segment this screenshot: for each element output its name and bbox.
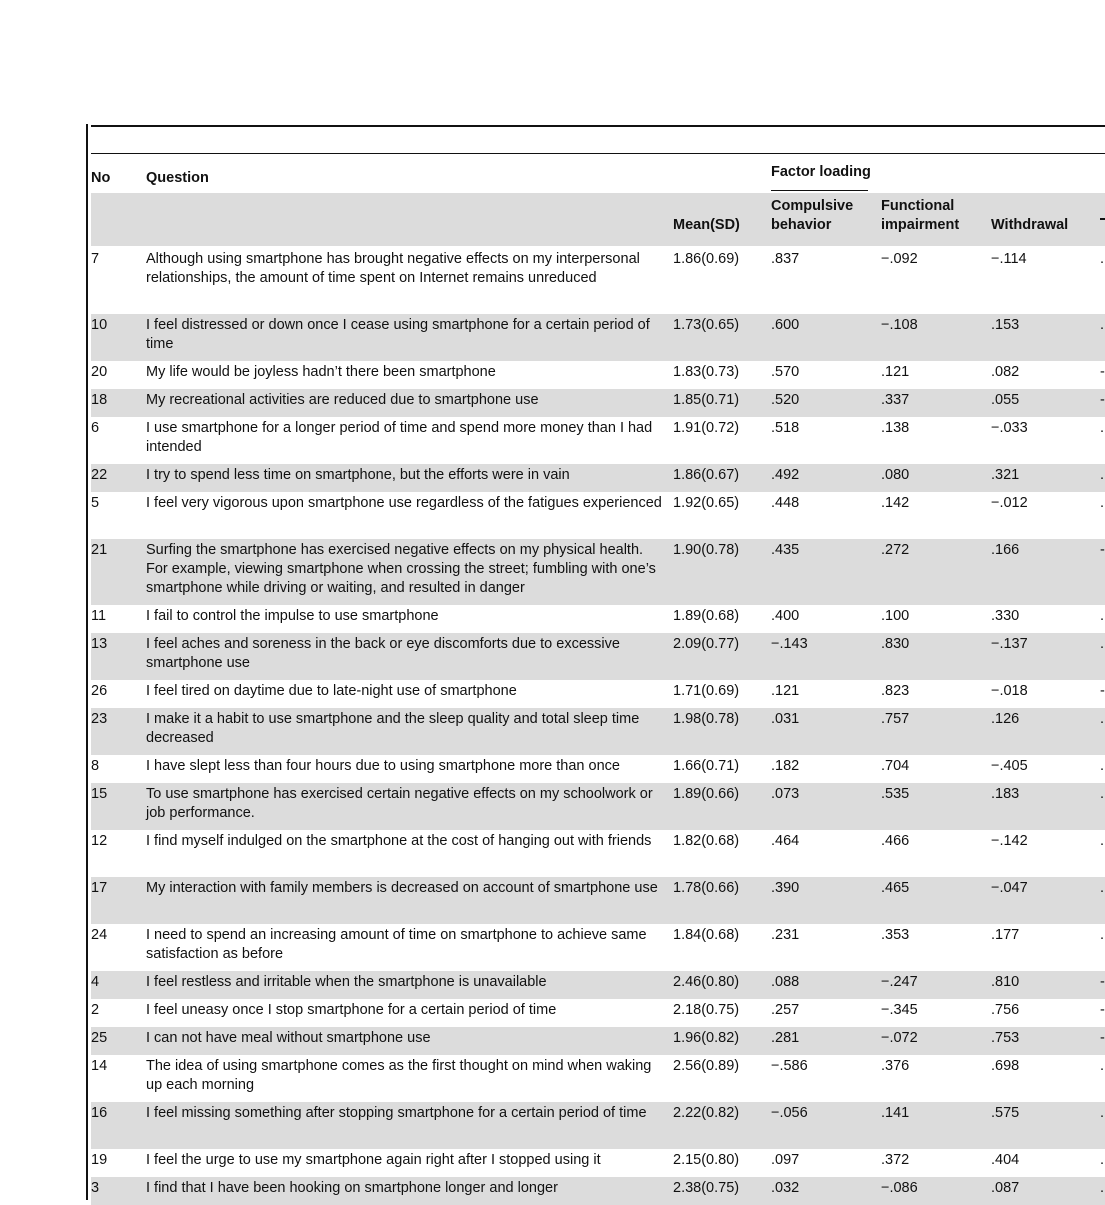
row-functional-impairment: .376 (881, 1058, 910, 1074)
row-no: 3 (91, 1180, 100, 1196)
row-truncated-column: . (1100, 1180, 1105, 1196)
row-withdrawal: .330 (991, 608, 1020, 624)
row-truncated-column: . (1100, 251, 1105, 267)
row-question: I feel very vigorous upon smartphone use regardless of the fatigues experienced (146, 495, 662, 511)
row-functional-impairment: .337 (881, 392, 910, 408)
table-top-rule (91, 125, 1105, 127)
row-functional-impairment: .830 (881, 636, 910, 652)
row-functional-impairment: .141 (881, 1105, 910, 1121)
header-functional-impairment: Functional impairment (881, 198, 960, 233)
row-mean-sd: 2.15(0.80) (673, 1152, 740, 1168)
row-functional-impairment: .757 (881, 711, 910, 727)
row-withdrawal: .753 (991, 1030, 1020, 1046)
header-no: No (91, 170, 111, 186)
row-mean-sd: 1.90(0.78) (673, 542, 740, 558)
row-mean-sd: 2.18(0.75) (673, 1002, 740, 1018)
row-mean-sd: 1.71(0.69) (673, 683, 740, 699)
row-question: I feel uneasy once I stop smartphone for a certain period of time (146, 1002, 557, 1018)
row-question: I feel the urge to use my smartphone again right after I stopped using it (146, 1152, 601, 1168)
row-no: 2 (91, 1002, 100, 1018)
row-mean-sd: 1.83(0.73) (673, 364, 740, 380)
table-row (91, 708, 1105, 755)
row-truncated-column: - (1100, 392, 1105, 408)
row-mean-sd: 2.38(0.75) (673, 1180, 740, 1196)
row-mean-sd: 1.96(0.82) (673, 1030, 740, 1046)
row-mean-sd: 2.46(0.80) (673, 974, 740, 990)
table-row (91, 417, 1105, 464)
row-mean-sd: 2.56(0.89) (673, 1058, 740, 1074)
row-no: 13 (91, 636, 108, 652)
row-question: Although using smartphone has brought negative effects on my interpersonal relationships, the amount of time spent on Internet remains unreduced (146, 251, 640, 286)
row-truncated-column: . (1100, 1152, 1105, 1168)
row-functional-impairment: .080 (881, 467, 910, 483)
header-compulsive-behavior: Compulsive behavior (771, 198, 854, 233)
row-no: 14 (91, 1058, 108, 1074)
row-truncated-column: . (1100, 636, 1105, 652)
row-no: 20 (91, 364, 108, 380)
row-compulsive-behavior: .032 (771, 1180, 800, 1196)
row-mean-sd: 1.89(0.66) (673, 786, 740, 802)
row-question: I use smartphone for a longer period of time and spend more money than I had intended (146, 420, 653, 455)
header-withdrawal: Withdrawal (991, 217, 1069, 233)
row-withdrawal: −.047 (991, 880, 1028, 896)
row-truncated-column: - (1100, 364, 1105, 380)
row-truncated-column: . (1100, 927, 1105, 943)
row-question: My recreational activities are reduced due to smartphone use (146, 392, 539, 408)
row-compulsive-behavior: .400 (771, 608, 800, 624)
row-withdrawal: −.405 (991, 758, 1028, 774)
row-compulsive-behavior: −.586 (771, 1058, 808, 1074)
row-compulsive-behavior: .097 (771, 1152, 800, 1168)
row-truncated-column: . (1100, 880, 1105, 896)
row-truncated-column: . (1100, 833, 1105, 849)
row-compulsive-behavior: .257 (771, 1002, 800, 1018)
row-withdrawal: −.137 (991, 636, 1028, 652)
row-compulsive-behavior: .448 (771, 495, 800, 511)
row-compulsive-behavior: .464 (771, 833, 800, 849)
row-withdrawal: .321 (991, 467, 1020, 483)
header-factor-loading: Factor loading (771, 164, 871, 180)
row-truncated-column: . (1100, 786, 1105, 802)
row-functional-impairment: .142 (881, 495, 910, 511)
table-row (91, 999, 1105, 1027)
row-no: 10 (91, 317, 108, 333)
header-question: Question (146, 170, 209, 186)
row-no: 25 (91, 1030, 108, 1046)
row-mean-sd: 2.22(0.82) (673, 1105, 740, 1121)
row-withdrawal: .126 (991, 711, 1020, 727)
row-compulsive-behavior: .088 (771, 974, 800, 990)
row-withdrawal: .810 (991, 974, 1020, 990)
table-row (91, 389, 1105, 417)
table-row (91, 1149, 1105, 1177)
row-no: 26 (91, 683, 108, 699)
row-compulsive-behavior: .121 (771, 683, 800, 699)
row-no: 11 (91, 608, 107, 624)
row-functional-impairment: .272 (881, 542, 910, 558)
row-withdrawal: −.018 (991, 683, 1028, 699)
row-question: My life would be joyless hadn’t there been smartphone (146, 364, 496, 380)
row-question: I feel aches and soreness in the back or eye discomforts due to excessive smartphone use (146, 636, 620, 671)
table-row (91, 1177, 1105, 1205)
row-no: 8 (91, 758, 100, 774)
row-question: I find that I have been hooking on smartphone longer and longer (146, 1180, 558, 1196)
row-question: I feel tired on daytime due to late-night use of smartphone (146, 683, 517, 699)
table-row (91, 1102, 1105, 1149)
row-mean-sd: 1.78(0.66) (673, 880, 740, 896)
row-question: I make it a habit to use smartphone and the sleep quality and total sleep time decreased (146, 711, 640, 746)
row-functional-impairment: −.247 (881, 974, 918, 990)
row-truncated-column: - (1100, 1002, 1105, 1018)
row-question: I need to spend an increasing amount of time on smartphone to achieve same satisfaction as before (146, 927, 647, 962)
row-withdrawal: .087 (991, 1180, 1020, 1196)
table-row (91, 633, 1105, 680)
row-question: I feel restless and irritable when the smartphone is unavailable (146, 974, 547, 990)
row-mean-sd: 1.66(0.71) (673, 758, 740, 774)
row-no: 18 (91, 392, 108, 408)
row-compulsive-behavior: .570 (771, 364, 800, 380)
row-functional-impairment: .138 (881, 420, 910, 436)
row-no: 16 (91, 1105, 108, 1121)
row-withdrawal: .756 (991, 1002, 1020, 1018)
factor-loading-underline (771, 190, 868, 191)
row-functional-impairment: .465 (881, 880, 910, 896)
row-question: I can not have meal without smartphone use (146, 1030, 431, 1046)
row-withdrawal: .177 (991, 927, 1020, 943)
row-mean-sd: 1.86(0.69) (673, 251, 740, 267)
row-mean-sd: 2.09(0.77) (673, 636, 740, 652)
row-functional-impairment: −.086 (881, 1180, 918, 1196)
row-functional-impairment: .353 (881, 927, 910, 943)
row-functional-impairment: .823 (881, 683, 910, 699)
row-mean-sd: 1.84(0.68) (673, 927, 740, 943)
row-mean-sd: 1.91(0.72) (673, 420, 740, 436)
row-withdrawal: .404 (991, 1152, 1020, 1168)
row-functional-impairment: .121 (881, 364, 910, 380)
row-no: 17 (91, 880, 108, 896)
row-truncated-column: - (1100, 683, 1105, 699)
row-compulsive-behavior: .435 (771, 542, 800, 558)
row-truncated-column: - (1100, 974, 1105, 990)
row-mean-sd: 1.82(0.68) (673, 833, 740, 849)
row-compulsive-behavior: −.143 (771, 636, 808, 652)
row-truncated-column: . (1100, 711, 1105, 727)
header-mean-sd: Mean(SD) (673, 217, 740, 233)
table-row (91, 830, 1105, 877)
table-row (91, 924, 1105, 971)
row-truncated-column: - (1100, 1030, 1105, 1046)
row-functional-impairment: .704 (881, 758, 910, 774)
row-compulsive-behavior: .390 (771, 880, 800, 896)
row-functional-impairment: −.092 (881, 251, 918, 267)
row-question: I feel missing something after stopping smartphone for a certain period of time (146, 1105, 647, 1121)
row-functional-impairment: −.072 (881, 1030, 918, 1046)
row-compulsive-behavior: .600 (771, 317, 800, 333)
row-no: 19 (91, 1152, 108, 1168)
row-truncated-column: . (1100, 1105, 1105, 1121)
row-truncated-column: . (1100, 608, 1105, 624)
row-truncated-column: . (1100, 467, 1105, 483)
row-truncated-column: . (1100, 420, 1105, 436)
row-compulsive-behavior: .031 (771, 711, 800, 727)
row-compulsive-behavior: .492 (771, 467, 800, 483)
table-body (91, 248, 1105, 1205)
row-mean-sd: 1.89(0.68) (673, 608, 740, 624)
table-row (91, 877, 1105, 924)
row-no: 21 (91, 542, 108, 558)
table-header-rule (91, 153, 1105, 154)
row-functional-impairment: .372 (881, 1152, 910, 1168)
row-withdrawal: .055 (991, 392, 1020, 408)
table-row (91, 314, 1105, 361)
row-withdrawal: .153 (991, 317, 1020, 333)
row-compulsive-behavior: .231 (771, 927, 800, 943)
row-mean-sd: 1.98(0.78) (673, 711, 740, 727)
row-functional-impairment: .100 (881, 608, 910, 624)
row-question: I have slept less than four hours due to using smartphone more than once (146, 758, 620, 774)
row-question: Surfing the smartphone has exercised negative effects on my physical health. For example, viewing smartphone when crossing the street; fumbling with one’s smartphone while driving or waiting, and resulted in danger (146, 542, 656, 596)
row-withdrawal: .575 (991, 1105, 1020, 1121)
row-compulsive-behavior: .281 (771, 1030, 800, 1046)
table-row (91, 464, 1105, 492)
row-no: 7 (91, 251, 100, 267)
table-row (91, 361, 1105, 389)
row-question: I feel distressed or down once I cease using smartphone for a certain period of time (146, 317, 650, 352)
row-mean-sd: 1.92(0.65) (673, 495, 740, 511)
truncated-header-mark (1100, 218, 1105, 220)
row-withdrawal: .183 (991, 786, 1020, 802)
row-no: 15 (91, 786, 108, 802)
row-functional-impairment: .535 (881, 786, 910, 802)
row-truncated-column: . (1100, 495, 1105, 511)
row-withdrawal: −.033 (991, 420, 1028, 436)
row-withdrawal: .698 (991, 1058, 1020, 1074)
row-question: To use smartphone has exercised certain negative effects on my schoolwork or job performance. (146, 786, 653, 821)
row-no: 12 (91, 833, 108, 849)
table-row (91, 680, 1105, 708)
row-no: 5 (91, 495, 100, 511)
row-no: 22 (91, 467, 108, 483)
row-no: 24 (91, 927, 108, 943)
row-mean-sd: 1.85(0.71) (673, 392, 740, 408)
row-mean-sd: 1.73(0.65) (673, 317, 740, 333)
row-withdrawal: −.114 (991, 251, 1027, 267)
row-withdrawal: .082 (991, 364, 1020, 380)
table-row (91, 1055, 1105, 1102)
row-question: I fail to control the impulse to use smartphone (146, 608, 439, 624)
table-row (91, 539, 1105, 605)
row-compulsive-behavior: .073 (771, 786, 800, 802)
table-row (91, 492, 1105, 539)
row-no: 23 (91, 711, 108, 727)
table-row (91, 1027, 1105, 1055)
row-truncated-column: . (1100, 758, 1105, 774)
row-truncated-column: . (1100, 1058, 1105, 1074)
row-functional-impairment: .466 (881, 833, 910, 849)
row-functional-impairment: −.345 (881, 1002, 918, 1018)
row-question: My interaction with family members is decreased on account of smartphone use (146, 880, 658, 896)
row-withdrawal: .166 (991, 542, 1020, 558)
row-mean-sd: 1.86(0.67) (673, 467, 740, 483)
table-row (91, 248, 1105, 314)
table-row (91, 755, 1105, 783)
row-compulsive-behavior: .182 (771, 758, 800, 774)
row-truncated-column: . (1100, 317, 1105, 333)
row-no: 6 (91, 420, 100, 436)
row-compulsive-behavior: .518 (771, 420, 800, 436)
table-row (91, 605, 1105, 633)
row-question: I find myself indulged on the smartphone at the cost of hanging out with friends (146, 833, 652, 849)
table-row (91, 971, 1105, 999)
row-question: I try to spend less time on smartphone, but the efforts were in vain (146, 467, 570, 483)
table-row (91, 783, 1105, 830)
row-withdrawal: −.012 (991, 495, 1028, 511)
row-no: 4 (91, 974, 100, 990)
row-compulsive-behavior: .837 (771, 251, 800, 267)
row-question: The idea of using smartphone comes as the first thought on mind when waking up each morning (146, 1058, 652, 1093)
row-compulsive-behavior: .520 (771, 392, 800, 408)
row-functional-impairment: −.108 (881, 317, 918, 333)
row-compulsive-behavior: −.056 (771, 1105, 808, 1121)
row-truncated-column: - (1100, 542, 1105, 558)
row-withdrawal: −.142 (991, 833, 1028, 849)
